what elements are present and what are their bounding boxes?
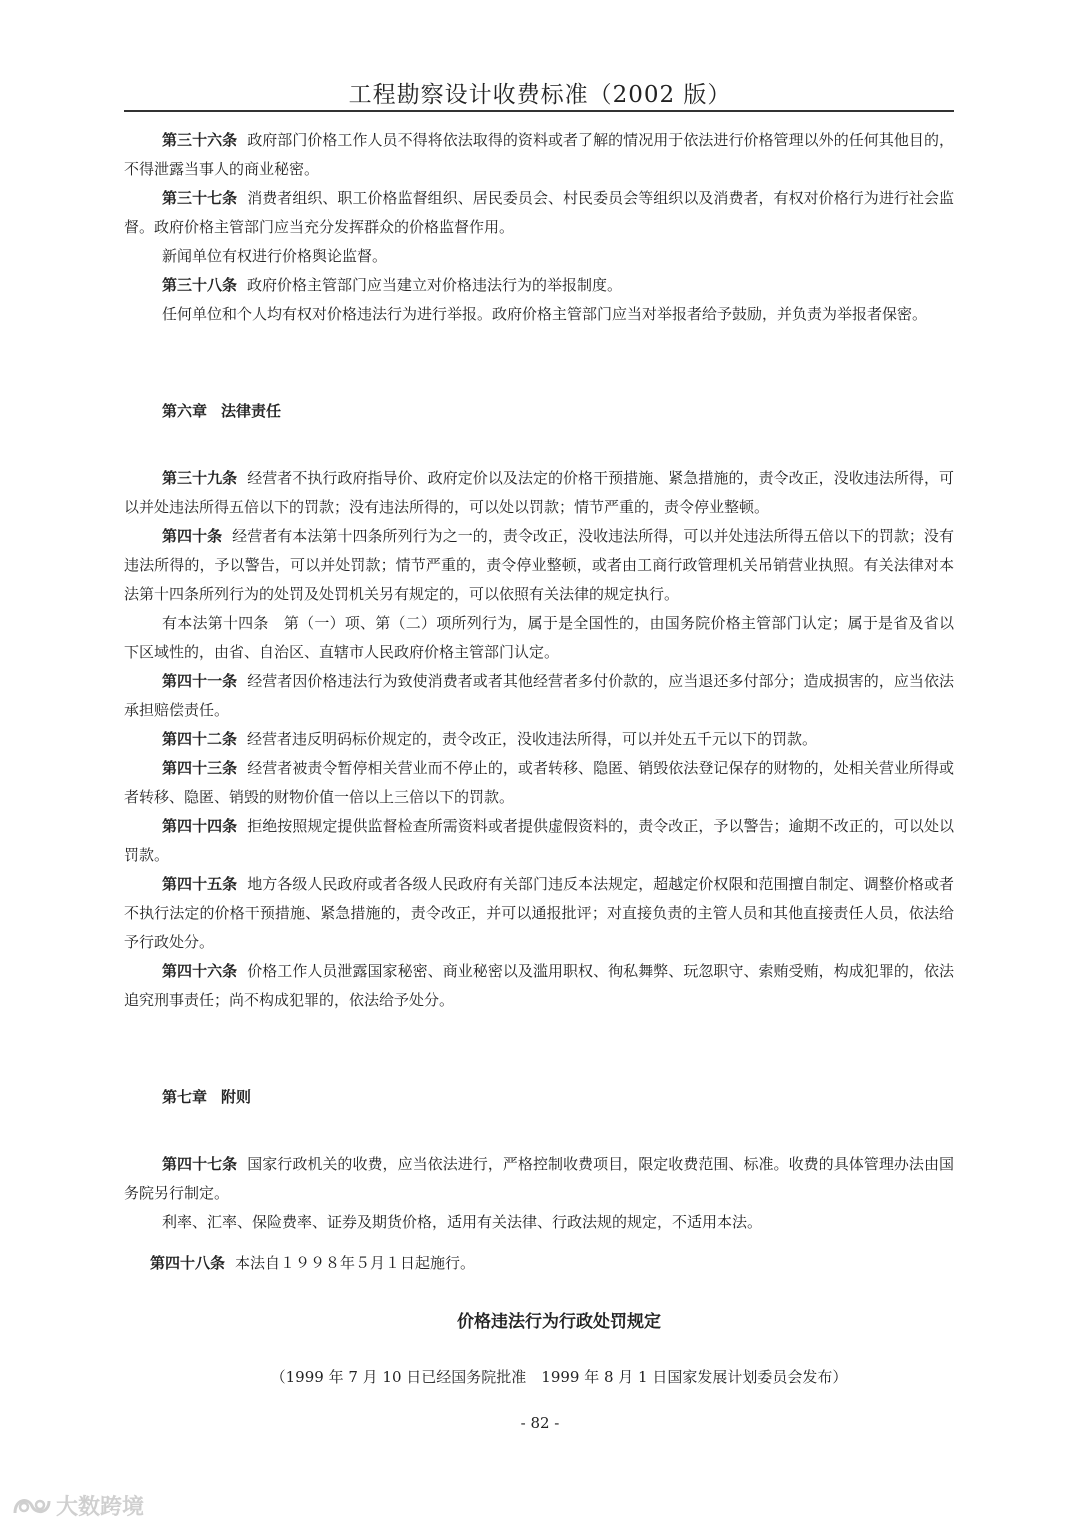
article-paragraph [124, 725, 954, 754]
article-text: 经营者不执行政府指导价、政府定价以及法定的价格干预措施、紧急措施的，责令改正，没收违法所得，可以并处违法所得五倍以下的罚款；没有违法所得的，可以处以罚款；情节严重的，责令停业整顿。 [124, 469, 954, 516]
article-text: 经营者违反明码标价规定的，责令改正，没收违法所得，可以并处五千元以下的罚款。 [247, 730, 818, 748]
watermark-text: 大数跨境 [56, 1495, 145, 1520]
chapter-number: 第七章 [162, 1088, 208, 1106]
article-text: 经营者被责令暂停相关营业而不停止的，或者转移、隐匿、销毁依法登记保存的财物的，处相关营业所得或者转移、隐匿、销毁的财物价值一倍以上三倍以下的罚款。 [124, 759, 954, 806]
article-paragraph [124, 870, 954, 957]
article-text: 国家行政机关的收费，应当依法进行，严格控制收费项目，限定收费范围、标准。收费的具体管理办法由国务院另行制定。 [124, 1155, 954, 1202]
article-paragraph [124, 1150, 954, 1208]
article-text: 政府部门价格工作人员不得将依法取得的资料或者了解的情况用于依法进行价格管理以外的任何其他目的，不得泄露当事人的商业秘密。 [124, 131, 954, 178]
page-body [124, 126, 954, 1392]
article-text: 本法自１９９８年５月１日起施行。 [235, 1254, 476, 1272]
body-paragraph [124, 609, 954, 667]
chapter-name: 附则 [221, 1088, 252, 1106]
article-label: 第四十四条 [162, 817, 238, 835]
article-label: 第四十一条 [162, 672, 238, 690]
article-text: 利率、汇率、保险费率、证券及期货价格，适用有关法律、行政法规的规定，不适用本法。 [162, 1213, 763, 1231]
running-header-title: 工程勘察设计收费标准（2002 版） [348, 82, 732, 108]
article-text: 经营者因价格违法行为致使消费者或者其他经营者多付价款的，应当退还多付部分；造成损害的，应当依法承担赔偿责任。 [124, 672, 954, 719]
body-paragraph [124, 242, 954, 271]
article-text: 有本法第十四条 第（一）项、第（二）项所列行为，属于是全国性的，由国务院价格主管部门认定；属于是省及省以下区域性的，由省、自治区、直辖市人民政府价格主管部门认定。 [124, 614, 954, 661]
article-paragraph [124, 667, 954, 725]
article-label: 第四十八条 [150, 1254, 226, 1272]
article-label: 第四十七条 [162, 1155, 238, 1173]
body-paragraph [124, 300, 954, 329]
article-text: 政府价格主管部门应当建立对价格违法行为的举报制度。 [247, 276, 623, 294]
article-label: 第四十五条 [162, 875, 238, 893]
chapter-number: 第六章 [162, 402, 208, 420]
body-paragraph [124, 1208, 954, 1237]
article-paragraph [124, 1249, 954, 1278]
article-paragraph [124, 522, 954, 609]
article-text: 地方各级人民政府或者各级人民政府有关部门违反本法规定，超越定价权限和范围擅自制定、调整价格或者不执行法定的价格干预措施、紧急措施的，责令改正，并可以通报批评；对直接负责的主管人员和其他直接责任人员，依法给予行政处分。 [124, 875, 954, 951]
article-label: 第三十八条 [162, 276, 238, 294]
chapter-heading [124, 1083, 954, 1112]
article-text: 拒绝按照规定提供监督检查所需资料或者提供虚假资料的，责令改正，予以警告；逾期不改正的，可以处以罚款。 [124, 817, 954, 864]
article-label: 第四十条 [162, 527, 223, 545]
watermark-logo-icon [12, 1493, 52, 1519]
article-paragraph [124, 754, 954, 812]
article-paragraph [124, 957, 954, 1015]
chapter-name: 法律责任 [221, 402, 282, 420]
article-label: 第四十二条 [162, 730, 238, 748]
article-text: 价格工作人员泄露国家秘密、商业秘密以及滥用职权、徇私舞弊、玩忽职守、索贿受贿，构成犯罪的，依法追究刑事责任；尚不构成犯罪的，依法给予处分。 [124, 962, 954, 1009]
article-text: 新闻单位有权进行价格舆论监督。 [162, 247, 388, 265]
article-text: 消费者组织、职工价格监督组织、居民委员会、村民委员会等组织以及消费者，有权对价格行为进行社会监督。政府价格主管部门应当充分发挥群众的价格监督作用。 [124, 189, 954, 236]
article-label: 第四十三条 [162, 759, 238, 777]
article-label: 第三十九条 [162, 469, 238, 487]
article-paragraph [124, 126, 954, 184]
article-label: 第三十七条 [162, 189, 238, 207]
article-paragraph [124, 464, 954, 522]
page-number: - 82 - [520, 1414, 560, 1432]
article-text: 经营者有本法第十四条所列行为之一的，责令改正，没收违法所得，可以并处违法所得五倍以下的罚款；没有违法所得的，予以警告，可以并处罚款；情节严重的，责令停业整顿，或者由工商行政管理机关吊销营业执照。有关法律对本法第十四条所列行为的处罚及处罚机关另有规定的，可以依照有关法律的规定执行。 [124, 527, 954, 603]
body-blocks [124, 126, 954, 1278]
article-text: 任何单位和个人均有权对价格违法行为进行举报。政府价格主管部门应当对举报者给予鼓励，并负责为举报者保密。 [162, 305, 928, 323]
article-label: 第四十六条 [162, 962, 238, 980]
article-paragraph [124, 184, 954, 242]
article-label: 第三十六条 [162, 131, 238, 149]
regulation-title: 价格违法行为行政处罚规定 [457, 1312, 661, 1332]
chapter-heading [124, 397, 954, 426]
header-rule [124, 110, 954, 112]
watermark [12, 1490, 144, 1521]
regulation-subtitle: （1999 年 7 月 10 日已经国务院批准 1999 年 8 月 1 日国家发展计划委员会发布） [270, 1368, 848, 1386]
article-paragraph [124, 271, 954, 300]
article-paragraph [124, 812, 954, 870]
